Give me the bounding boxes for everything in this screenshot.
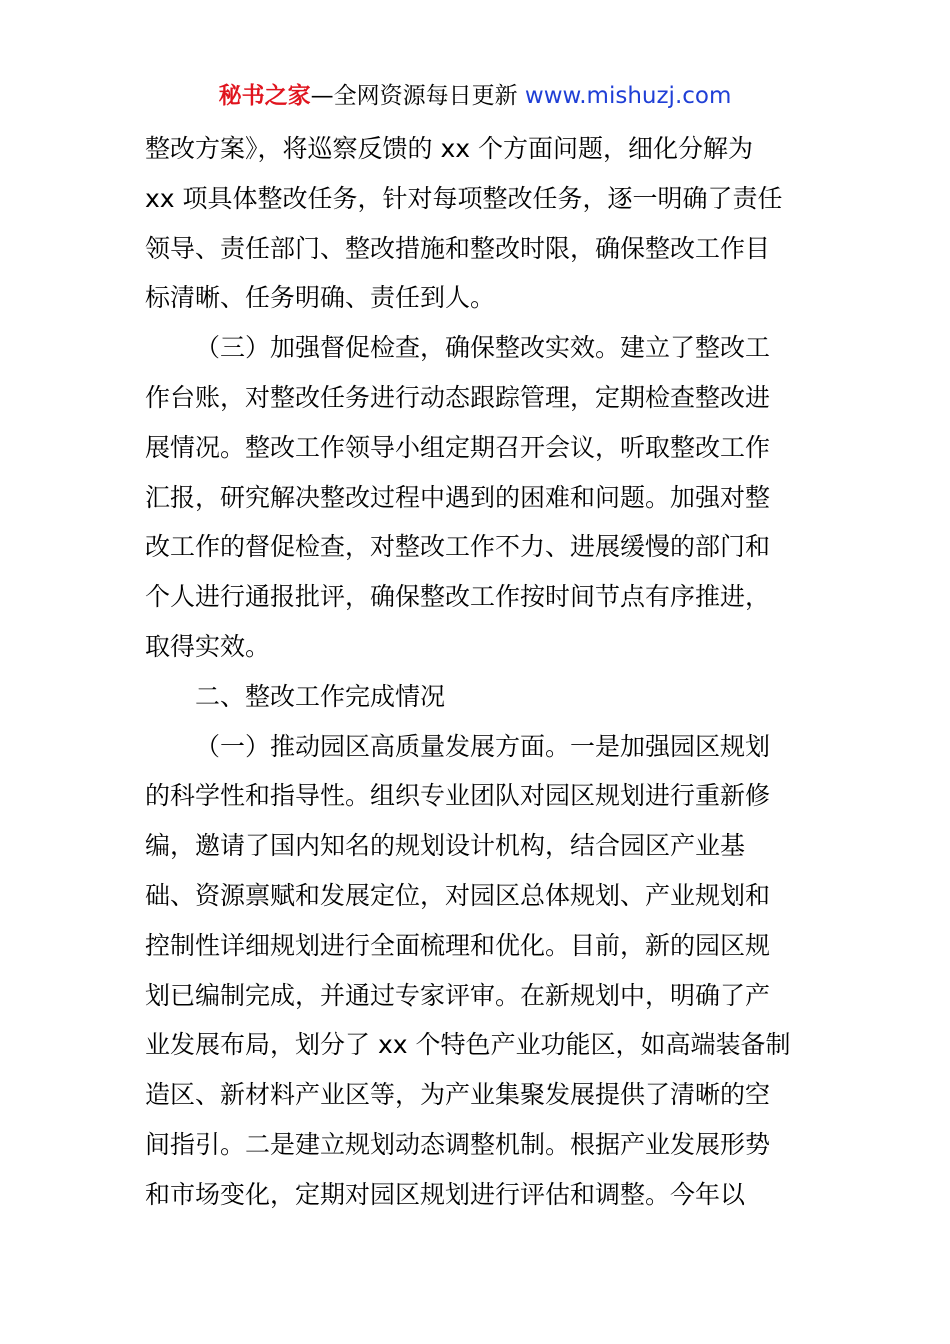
body-line: 改工作的督促检查，对整改工作不力、进展缓慢的部门和	[145, 532, 771, 562]
body-line: 标清晰、任务明确、责任到人。	[145, 283, 496, 313]
body-line: 展情况。整改工作领导小组定期召开会议，听取整改工作	[145, 432, 771, 462]
site-brand: 秘书之家	[218, 83, 311, 109]
body-line: 础、资源禀赋和发展定位，对园区总体规划、产业规划和	[145, 880, 771, 910]
section-heading-3: （三）加强督促检查，确保整改实效。建立了整改工	[195, 333, 771, 363]
body-line: 编，邀请了国内知名的规划设计机构，结合园区产业基	[145, 831, 746, 861]
section-heading-2: 二、整改工作完成情况	[195, 681, 446, 711]
body-line: 业发展布局，划分了 xx 个特色产业功能区，如高端装备制	[145, 1030, 791, 1060]
document-body	[145, 124, 815, 1220]
body-line: 和市场变化，定期对园区规划进行评估和调整。今年以	[145, 1179, 746, 1209]
site-tagline: —全网资源每日更新	[310, 83, 525, 109]
subsection-heading-1: （一）推动园区高质量发展方面。一是加强园区规划	[195, 731, 771, 761]
body-line: 整改方案》，将巡察反馈的 xx 个方面问题，细化分解为	[145, 134, 753, 163]
page-header	[0, 80, 950, 112]
body-line: xx 项具体整改任务，针对每项整改任务，逐一明确了责任	[145, 183, 783, 213]
body-line: 作台账，对整改任务进行动态跟踪管理，定期检查整改进	[145, 382, 771, 412]
body-line: 汇报，研究解决整改过程中遇到的困难和问题。加强对整	[145, 482, 771, 512]
site-url-link[interactable]: www.mishuzj.com	[524, 83, 732, 109]
body-line: 取得实效。	[145, 631, 271, 661]
body-line: 的科学性和指导性。组织专业团队对园区规划进行重新修	[145, 781, 771, 811]
body-line: 间指引。二是建立规划动态调整机制。根据产业发展形势	[145, 1129, 771, 1159]
body-line: 造区、新材料产业区等，为产业集聚发展提供了清晰的空	[145, 1080, 771, 1110]
body-line: 个人进行通报批评，确保整改工作按时间节点有序推进，	[145, 582, 771, 612]
body-line: 控制性详细规划进行全面梳理和优化。目前，新的园区规	[145, 930, 771, 960]
body-line: 领导、责任部门、整改措施和整改时限，确保整改工作目	[145, 233, 771, 263]
body-line: 划已编制完成，并通过专家评审。在新规划中，明确了产	[145, 980, 771, 1010]
